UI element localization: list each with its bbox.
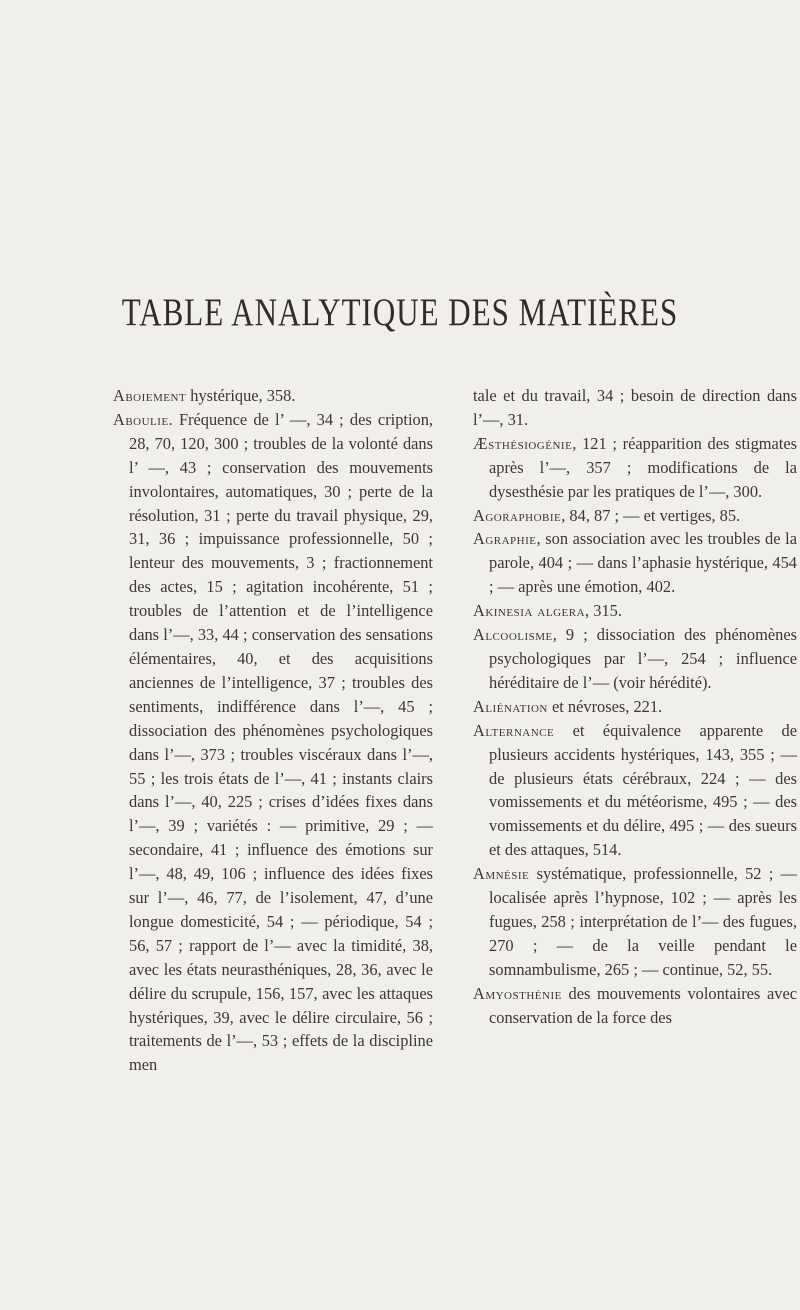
entry-heading: Aboiement	[113, 386, 187, 405]
entry-text: , 315.	[585, 601, 622, 621]
entry-text: , 84, 87 ; — et vertiges, 85.	[561, 505, 741, 525]
index-column-right	[473, 384, 797, 1029]
index-entry	[473, 695, 797, 719]
entry-text: , 9 ; dissociation des phénomènes psychologiques par l’—, 254 ; influence héréditaire de l’— (voir hérédité).	[489, 625, 797, 692]
entry-heading: Akinesia algera	[473, 601, 586, 621]
entry-heading: Amyosthénie	[473, 983, 562, 1003]
index-entry	[473, 504, 797, 528]
index-entry	[473, 623, 797, 695]
entry-text: , 121 ; réapparition des stigmates après l’—, 357 ; modifications de la dysesthésie par les pratiques de l’—, 300.	[489, 433, 797, 501]
entry-text: tale et du travail, 34 ; besoin de direction dans l’—, 31.	[473, 386, 797, 429]
entry-text: hystérique, 358.	[186, 386, 296, 405]
index-entry	[473, 862, 797, 982]
entry-text: et névroses, 221.	[547, 696, 663, 716]
entry-heading: Agraphie	[473, 529, 537, 549]
index-entry	[473, 599, 797, 623]
entry-text: , son association avec les troubles de la parole, 404 ; — dans l’aphasie hystérique, 454 ; — après une émotion, 402.	[489, 529, 797, 597]
index-entry	[473, 527, 797, 599]
entry-heading: Amnésie	[473, 864, 530, 884]
entry-heading: Alcoolisme	[473, 625, 553, 645]
index-entry	[473, 982, 797, 1030]
entry-text: systématique, professionnelle, 52 ; — localisée après l’hypnose, 102 ; — après les fugues, 258 ; interprétation de l’— des fugues, 270 ; — de la veille pendant le somnambulisme, 265 ; — continue, 52, 55.	[489, 864, 797, 979]
entry-text: . Fréquence de l’ —, 34 ; des cription, 28, 70, 120, 300 ; troubles de la volonté dans l’ —, 43 ; conservation des mouvements involontaires, automatiques, 30 ; perte de la résolution, 31 ; perte du travail physique, 29, 31, 36 ; impuissance professionnelle, 50 ; lenteur des mouvements, 3 ; fractionnement des actes, 15 ; agitation incohérente, 51 ; troubles de l’attention et de l’intelligence dans l’—, 33, 44 ; conservation des sensations élémentaires, 40, et des acquisitions anciennes de l’intelligence, 37 ; troubles des sentiments, indifférence dans l’—, 45 ; dissociation des phénomènes psychologiques dans l’—, 373 ; troubles viscéraux dans l’—, 55 ; les trois états de l’—, 41 ; instants clairs dans l’—, 40, 225 ; crises d’idées fixes dans l’—, 39 ; variétés : — primitive, 29 ; — secondaire, 41 ; influence des émotions sur l’—, 48, 49, 106 ; influence des idées fixes sur l’—, 46, 77, de l’isolement, 47, d’une longue domesticité, 54 ; — périodique, 54 ; 56, 57 ; rapport de l’— avec la timidité, 38, avec les états neurasthéniques, 28, 36, avec le délire du scrupule, 156, 157, avec les attaques hystériques, 39, avec le délire circulaire, 56 ; traitements de l’—, 53 ; effets de la discipline men	[129, 409, 433, 1075]
index-entry	[473, 432, 797, 504]
entry-heading: Æsthésiogénie	[473, 433, 573, 453]
index-entry-continued	[473, 384, 797, 432]
index-column-left	[113, 384, 433, 1077]
entry-heading: Agoraphobie	[473, 505, 562, 525]
entry-text: des mouvements volontaires avec conservation de la force des	[489, 983, 797, 1027]
index-entry	[473, 719, 797, 862]
page-title: TABLE ANALYTIQUE DES MATIÈRES	[121, 290, 679, 334]
index-entry	[113, 384, 433, 408]
entry-text: et équivalence apparente de plusieurs accidents hystériques, 143, 355 ; — de plusieurs états cérébraux, 224 ; — des vomissements et du météorisme, 495 ; — des vomissements et du délire, 495 ; — des sueurs et des attaques, 514.	[489, 720, 797, 860]
entry-heading: Alternance	[473, 720, 555, 740]
index-entry	[113, 408, 433, 1077]
entry-heading: Aliénation	[473, 696, 548, 716]
entry-heading: Aboulie	[113, 409, 169, 429]
